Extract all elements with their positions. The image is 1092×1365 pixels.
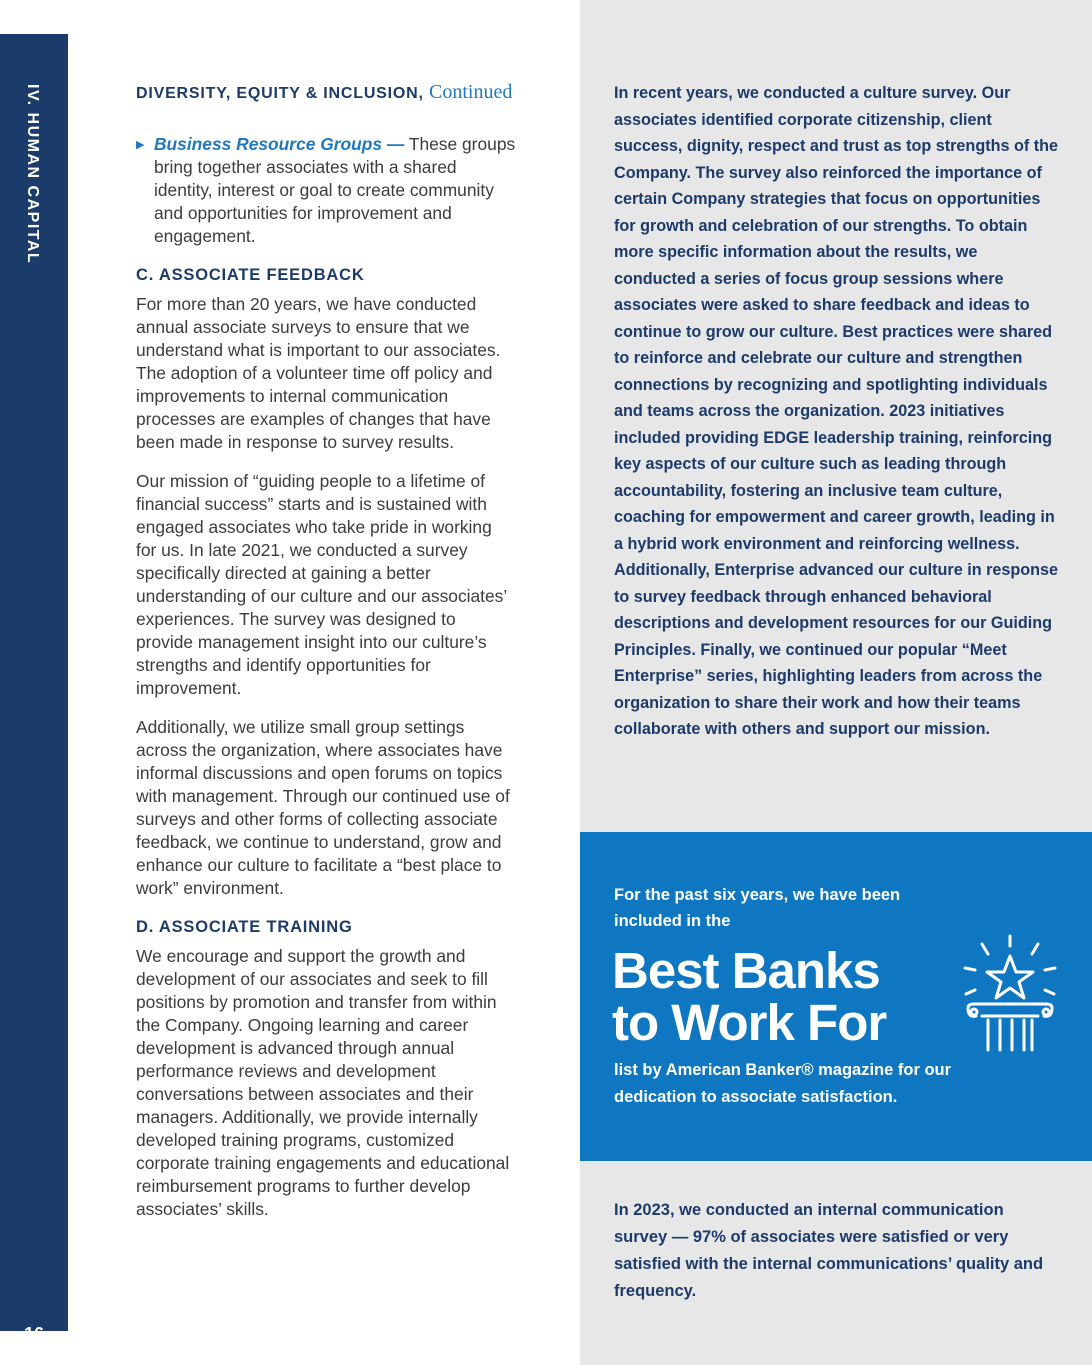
callout-title-line-2: to Work For [612, 994, 887, 1051]
heading-continued: Continued [429, 81, 513, 103]
page-number: 16 [23, 1324, 45, 1344]
section-heading [136, 81, 516, 105]
heading-text: DIVERSITY, EQUITY & INCLUSION, [136, 85, 424, 102]
training-paragraph: We encourage and support the growth and development of our associates and seek to fill positions by promotion and transfer from within the Company. Ongoing learning and career development is advanced through annual performance reviews and development conversations between associates and their managers. Additionally, we provide internally developed training programs, customized corporate training engagements and educational reimbursement programs to further develop associates’ skills. [136, 946, 510, 1219]
star-pillar-award-icon [960, 932, 1060, 1062]
bullet-text: These groups bring together associates with a shared identity, interest or goal to create community and opportunities for improvement and engagement. [154, 134, 516, 246]
callout-intro: For the past six years, we have been included in the [614, 886, 901, 930]
training-heading: D. ASSOCIATE TRAINING [136, 918, 353, 936]
feedback-paragraph-1: For more than 20 years, we have conducted annual associate surveys to ensure that we understand what is important to our associates. The adoption of a volunteer time off policy and improvements to internal communication processes are examples of changes that have been made in response to survey results. [136, 294, 501, 452]
feedback-paragraph-2: Our mission of “guiding people to a lifetime of financial success” starts and is sustained with engaged associates who take pride in working for us. In late 2021, we conducted a survey specifically directed at gaining a better understanding of our culture and our associates’ experiences. The survey was designed to provide management insight into our culture’s strengths and identify opportunities for improvement. [136, 471, 507, 698]
best-banks-callout [580, 832, 1092, 1161]
bullet-arrow-icon: ▶ [136, 139, 145, 151]
communication-survey-text: In 2023, we conducted an internal communication survey — 97% of associates were satisfied or very satisfied with the internal communications’ quality and frequency. [614, 1201, 1044, 1300]
left-column [136, 81, 516, 1237]
section-sidebar [0, 34, 68, 1344]
bullet-label: Business Resource Groups — [154, 134, 405, 154]
bullet-item-brg [136, 133, 516, 248]
callout-title [612, 942, 952, 1051]
section-title: IV. HUMAN CAPITAL [24, 84, 41, 265]
callout-title-line-1: Best Banks [612, 942, 880, 999]
feedback-heading: C. ASSOCIATE FEEDBACK [136, 266, 365, 284]
feedback-paragraph-3: Additionally, we utilize small group settings across the organization, where associates have informal discussions and open forums on topics with management. Through our continued use of surveys and other forms of collecting associate feedback, we continue to understand, grow and enhance our culture to facilitate a “best place to work” environment. [136, 717, 510, 898]
callout-outro: list by American Banker® magazine for our dedication to associate satisfaction. [614, 1061, 952, 1106]
culture-survey-text: In recent years, we conducted a culture survey. Our associates identified corporate citizenship, client success, dignity, respect and trust as top strengths of the Company. The survey also reinforced the importance of certain Company strategies that focus on opportunities for growth and celebration of our strengths. To obtain more specific information about the results, we conducted a series of focus group sessions where associates were asked to share feedback and ideas to continue to grow our culture. Best practices were shared to reinforce and celebrate our culture and strengthen connections by recognizing and spotlighting individuals and teams across the organization. 2023 initiatives included providing EDGE leadership training, reinforcing key aspects of our culture such as leading through accountability, fostering an inclusive team culture, coaching for empowerment and career growth, leading in a hybrid work environment and reinforcing wellness. Additionally, Enterprise advanced our culture in response to survey feedback through enhanced behavioral descriptions and development resources for our Guiding Principles. Finally, we continued our popular “Meet Enterprise” series, highlighting leaders from across the organization to share their work and how their teams collaborate with others and support our mission. [614, 84, 1059, 738]
